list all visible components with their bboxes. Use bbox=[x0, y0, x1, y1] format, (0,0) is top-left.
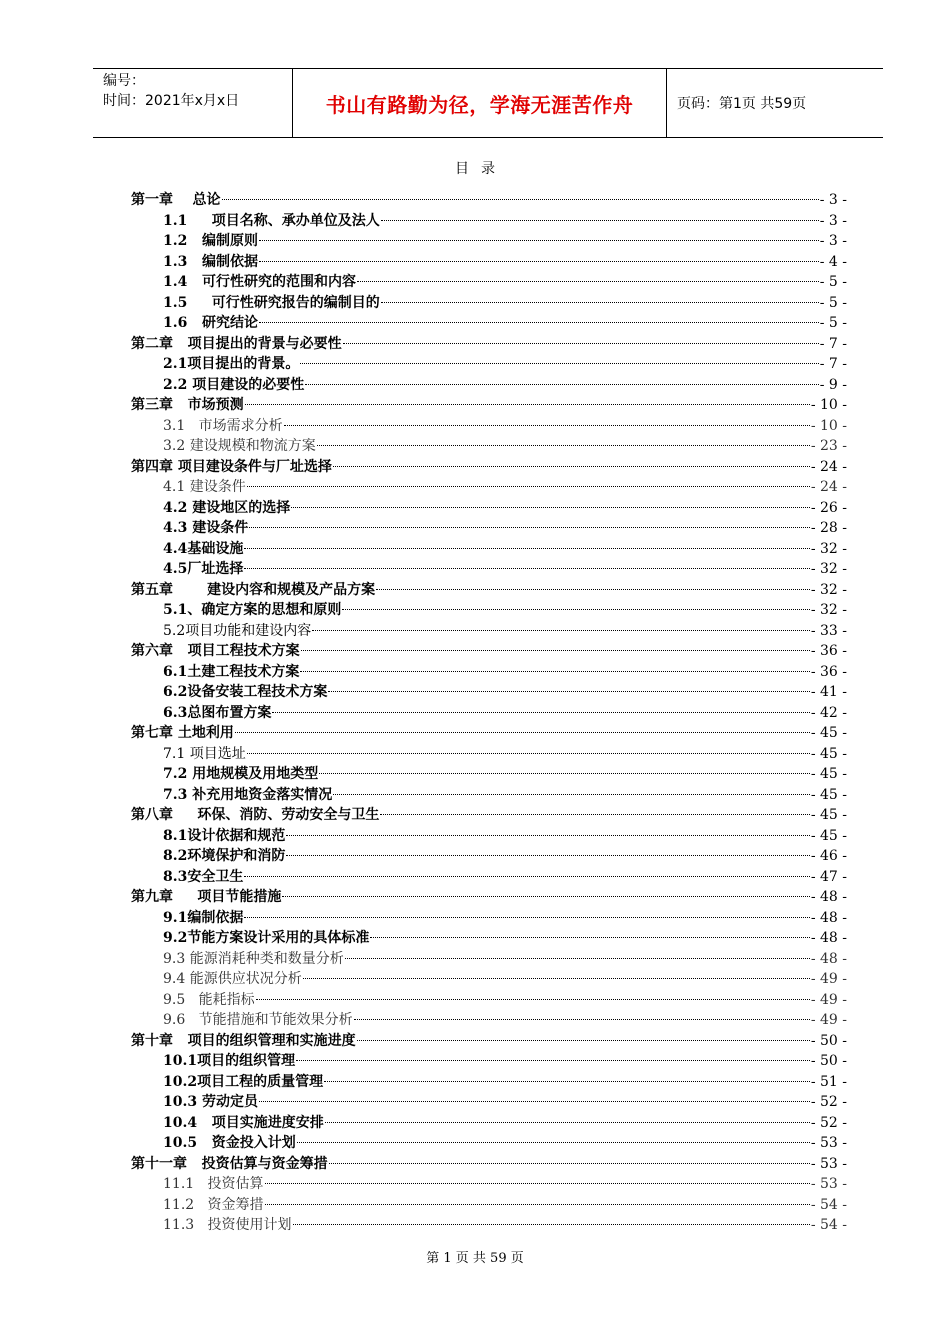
toc-section-entry[interactable] bbox=[131, 211, 847, 232]
toc-section-entry[interactable] bbox=[131, 477, 847, 498]
toc-leader-dots bbox=[272, 711, 809, 713]
toc-chapter-entry[interactable] bbox=[131, 190, 847, 211]
toc-entry-page: - 45 - bbox=[810, 745, 847, 762]
toc-section-entry[interactable] bbox=[131, 518, 847, 539]
toc-leader-dots bbox=[247, 752, 810, 754]
toc-section-entry[interactable] bbox=[131, 682, 847, 703]
toc-leader-dots bbox=[247, 485, 810, 487]
toc-chapter-entry[interactable] bbox=[131, 1154, 847, 1175]
toc-section-entry[interactable] bbox=[131, 416, 847, 437]
toc-entry-label: 4.5厂址选择 bbox=[163, 561, 244, 577]
toc-chapter-entry[interactable] bbox=[131, 395, 847, 416]
toc-chapter-entry[interactable] bbox=[131, 805, 847, 826]
toc-leader-dots bbox=[380, 813, 809, 815]
toc-leader-dots bbox=[370, 936, 809, 938]
toc-section-entry[interactable] bbox=[131, 539, 847, 560]
toc-entry-page: - 3 - bbox=[819, 212, 847, 229]
toc-entry-page: - 24 - bbox=[810, 458, 847, 475]
toc-entry-label: 7.3 补充用地资金落实情况 bbox=[163, 786, 333, 803]
toc-leader-dots bbox=[381, 301, 819, 303]
toc-leader-dots bbox=[222, 198, 819, 200]
toc-leader-dots bbox=[282, 895, 809, 897]
toc-section-entry[interactable] bbox=[131, 1113, 847, 1134]
toc-entry-page: - 9 - bbox=[819, 376, 847, 393]
toc-entry-label: 第四章 项目建设条件与厂址选择 bbox=[131, 458, 332, 475]
toc-entry-page: - 49 - bbox=[810, 1012, 847, 1028]
toc-leader-dots bbox=[357, 1039, 810, 1041]
toc-entry-label: 4.2 建设地区的选择 bbox=[163, 499, 291, 516]
toc-entry-page: - 49 - bbox=[810, 971, 847, 987]
toc-leader-dots bbox=[301, 649, 810, 651]
toc-entry-label: 4.1 建设条件 bbox=[163, 479, 246, 495]
toc-leader-dots bbox=[244, 916, 809, 918]
toc-entry-label: 3.2 建设规模和物流方案 bbox=[163, 438, 316, 454]
toc-section-entry[interactable] bbox=[131, 785, 847, 806]
header-motto: 书山有路勤为径，学海无涯苦作舟 bbox=[293, 69, 667, 137]
toc-leader-dots bbox=[305, 383, 818, 385]
toc-leader-dots bbox=[333, 793, 810, 795]
toc-section-entry[interactable] bbox=[131, 703, 847, 724]
toc-entry-label: 1.5 可行性研究报告的编制目的 bbox=[163, 294, 380, 311]
toc-section-entry[interactable] bbox=[131, 1195, 847, 1216]
toc-leader-dots bbox=[297, 1141, 810, 1143]
toc-entry-page: - 50 - bbox=[810, 1053, 847, 1069]
toc-section-entry[interactable] bbox=[131, 662, 847, 683]
toc-leader-dots bbox=[296, 1059, 810, 1061]
toc-entry-label: 11.1 投资估算 bbox=[163, 1176, 264, 1192]
toc-leader-dots bbox=[328, 690, 809, 692]
toc-section-entry[interactable] bbox=[131, 375, 847, 396]
toc-section-entry[interactable] bbox=[131, 354, 847, 375]
toc-entry-label: 1.1 项目名称、承办单位及法人 bbox=[163, 212, 380, 229]
toc-section-entry[interactable] bbox=[131, 764, 847, 785]
toc-entry-page: - 49 - bbox=[810, 991, 847, 1008]
toc-chapter-entry[interactable] bbox=[131, 580, 847, 601]
toc-leader-dots bbox=[329, 1162, 810, 1164]
toc-section-entry[interactable] bbox=[131, 252, 847, 273]
toc-section-entry[interactable] bbox=[131, 1174, 847, 1195]
toc-leader-dots bbox=[300, 670, 809, 672]
toc-entry-page: - 53 - bbox=[810, 1176, 847, 1192]
toc-entry-page: - 32 - bbox=[810, 602, 847, 618]
toc-entry-page: - 48 - bbox=[810, 950, 847, 967]
header-meta bbox=[93, 69, 293, 137]
toc-entry-label: 第六章 项目工程技术方案 bbox=[131, 643, 300, 659]
toc-leader-dots bbox=[342, 608, 809, 610]
toc-entry-page: - 51 - bbox=[810, 1073, 847, 1090]
toc-entry-page: - 28 - bbox=[810, 520, 847, 536]
page-footer: 第 1 页 共 59 页 bbox=[426, 1251, 524, 1266]
toc-section-entry[interactable] bbox=[131, 231, 847, 252]
toc-entry-label: 8.2环境保护和消防 bbox=[163, 848, 286, 864]
toc-section-entry[interactable] bbox=[131, 1092, 847, 1113]
toc-leader-dots bbox=[343, 342, 819, 344]
toc-entry-page: - 5 - bbox=[819, 294, 847, 311]
toc-entry-label: 8.1设计依据和规范 bbox=[163, 827, 286, 844]
toc-entry-label: 9.5 能耗指标 bbox=[163, 991, 255, 1008]
toc-leader-dots bbox=[291, 506, 810, 508]
toc-section-entry[interactable] bbox=[131, 1072, 847, 1093]
toc-entry-page: - 32 - bbox=[810, 581, 847, 598]
toc-leader-dots bbox=[284, 424, 810, 426]
toc-entry-label: 10.4 项目实施进度安排 bbox=[163, 1114, 324, 1131]
toc-leader-dots bbox=[235, 731, 810, 733]
toc-entry-page: - 41 - bbox=[810, 684, 847, 700]
toc-entry-label: 2.1项目提出的背景。 bbox=[163, 356, 300, 372]
document-date: 时间：2021年x月x日 bbox=[103, 93, 240, 109]
toc-entry-label: 9.3 能源消耗种类和数量分析 bbox=[163, 950, 344, 967]
toc-entry-page: - 54 - bbox=[810, 1217, 847, 1233]
toc-entry-page: - 32 - bbox=[810, 561, 847, 577]
toc-leader-dots bbox=[265, 1203, 810, 1205]
toc-entry-label: 6.1土建工程技术方案 bbox=[163, 663, 300, 680]
header-page-code: 页码：第1页 共59页 bbox=[677, 96, 807, 112]
toc-section-entry[interactable] bbox=[131, 1051, 847, 1072]
toc-entry-page: - 26 - bbox=[810, 499, 847, 516]
toc-entry-page: - 45 - bbox=[810, 786, 847, 803]
toc-entry-page: - 10 - bbox=[810, 397, 847, 413]
toc-leader-dots bbox=[357, 280, 819, 282]
toc-entry-label: 1.2 编制原则 bbox=[163, 233, 258, 249]
toc-leader-dots bbox=[244, 567, 809, 569]
toc-entry-page: - 33 - bbox=[810, 622, 847, 639]
toc-entry-page: - 42 - bbox=[810, 704, 847, 721]
toc-entry-label: 5.1、确定方案的思想和原则 bbox=[163, 602, 342, 618]
toc-entry-label: 第三章 市场预测 bbox=[131, 397, 244, 413]
toc-section-entry[interactable] bbox=[131, 744, 847, 765]
toc-entry-page: - 24 - bbox=[810, 479, 847, 495]
toc-chapter-entry[interactable] bbox=[131, 334, 847, 355]
toc-leader-dots bbox=[259, 321, 819, 323]
toc-entry-page: - 45 - bbox=[810, 807, 847, 823]
toc-chapter-entry[interactable] bbox=[131, 887, 847, 908]
toc-section-entry[interactable] bbox=[131, 313, 847, 334]
toc-entry-label: 2.2 项目建设的必要性 bbox=[163, 376, 305, 393]
toc-chapter-entry[interactable] bbox=[131, 1031, 847, 1052]
toc-entry-label: 第五章 建设内容和规模及产品方案 bbox=[131, 581, 376, 598]
toc-entry-label: 5.2项目功能和建设内容 bbox=[163, 622, 312, 639]
toc-entry-label: 9.2节能方案设计采用的具体标准 bbox=[163, 930, 370, 946]
toc-entry-label: 10.1项目的组织管理 bbox=[163, 1053, 296, 1069]
toc-section-entry[interactable] bbox=[131, 1133, 847, 1154]
document-number-label: 编号： bbox=[103, 73, 145, 89]
toc-entry-page: - 52 - bbox=[810, 1094, 847, 1110]
toc-entry-page: - 45 - bbox=[810, 766, 847, 782]
toc-entry-label: 1.3 编制依据 bbox=[163, 253, 258, 270]
toc-entry-label: 9.1编制依据 bbox=[163, 909, 244, 926]
toc-entry-label: 10.2项目工程的质量管理 bbox=[163, 1073, 324, 1090]
toc-section-entry[interactable] bbox=[131, 600, 847, 621]
toc-entry-page: - 45 - bbox=[810, 725, 847, 741]
toc-section-entry[interactable] bbox=[131, 949, 847, 970]
toc-entry-label: 第七章 土地利用 bbox=[131, 725, 234, 741]
toc-leader-dots bbox=[303, 977, 810, 979]
toc-entry-label: 1.4 可行性研究的范围和内容 bbox=[163, 274, 356, 290]
toc-entry-label: 第九章 项目节能措施 bbox=[131, 889, 282, 905]
toc-entry-page: - 48 - bbox=[810, 889, 847, 905]
toc-entry-label: 10.5 资金投入计划 bbox=[163, 1135, 296, 1151]
toc-leader-dots bbox=[325, 1121, 810, 1123]
toc-entry-page: - 5 - bbox=[819, 315, 847, 331]
toc-entry-label: 7.2 用地规模及用地类型 bbox=[163, 766, 319, 782]
toc-entry-page: - 48 - bbox=[810, 930, 847, 946]
toc-entry-page: - 5 - bbox=[819, 274, 847, 290]
toc-leader-dots bbox=[249, 526, 810, 528]
toc-entry-page: - 3 - bbox=[819, 192, 847, 208]
toc-entry-label: 11.2 资金筹措 bbox=[163, 1196, 264, 1213]
toc-leader-dots bbox=[317, 444, 810, 446]
toc-entry-label: 4.4基础设施 bbox=[163, 540, 244, 557]
toc-leader-dots bbox=[345, 957, 810, 959]
toc-section-entry[interactable] bbox=[131, 272, 847, 293]
toc-leader-dots bbox=[244, 875, 809, 877]
toc-section-entry[interactable] bbox=[131, 1215, 847, 1236]
toc-chapter-entry[interactable] bbox=[131, 723, 847, 744]
toc-entry-label: 第八章 环保、消防、劳动安全与卫生 bbox=[131, 807, 380, 823]
toc-section-entry[interactable] bbox=[131, 559, 847, 580]
toc-entry-page: - 32 - bbox=[810, 540, 847, 557]
toc-leader-dots bbox=[256, 998, 810, 1000]
toc-entry-label: 4.3 建设条件 bbox=[163, 520, 249, 536]
page-header bbox=[93, 68, 883, 138]
toc-leader-dots bbox=[244, 547, 809, 549]
toc-leader-dots bbox=[312, 629, 810, 631]
toc-section-entry[interactable] bbox=[131, 990, 847, 1011]
toc-leader-dots bbox=[293, 1223, 810, 1225]
toc-chapter-entry[interactable] bbox=[131, 457, 847, 478]
toc-leader-dots bbox=[259, 260, 819, 262]
toc-entry-page: - 50 - bbox=[810, 1032, 847, 1049]
toc-entry-page: - 3 - bbox=[819, 233, 847, 249]
toc-entry-label: 第十一章 投资估算与资金筹措 bbox=[131, 1155, 328, 1172]
toc-leader-dots bbox=[286, 834, 809, 836]
toc-leader-dots bbox=[376, 588, 810, 590]
toc-entry-label: 3.1 市场需求分析 bbox=[163, 417, 283, 434]
toc-leader-dots bbox=[300, 362, 818, 364]
toc-entry-page: - 54 - bbox=[810, 1196, 847, 1213]
toc-leader-dots bbox=[381, 219, 819, 221]
toc-entry-page: - 52 - bbox=[810, 1114, 847, 1131]
toc-entry-page: - 36 - bbox=[810, 663, 847, 680]
toc-entry-page: - 53 - bbox=[810, 1155, 847, 1172]
toc-section-entry[interactable] bbox=[131, 846, 847, 867]
toc-section-entry[interactable] bbox=[131, 293, 847, 314]
toc-leader-dots bbox=[319, 772, 810, 774]
toc-entry-page: - 10 - bbox=[810, 417, 847, 434]
toc-section-entry[interactable] bbox=[131, 969, 847, 990]
toc-section-entry[interactable] bbox=[131, 908, 847, 929]
toc-entry-label: 8.3安全卫生 bbox=[163, 868, 244, 885]
toc-leader-dots bbox=[265, 1182, 810, 1184]
toc-entry-label: 10.3 劳动定员 bbox=[163, 1094, 258, 1110]
toc-section-entry[interactable] bbox=[131, 1010, 847, 1031]
toc-section-entry[interactable] bbox=[131, 867, 847, 888]
toc-entry-label: 第一章 总论 bbox=[131, 192, 221, 208]
toc-entry-page: - 53 - bbox=[810, 1135, 847, 1151]
toc-section-entry[interactable] bbox=[131, 928, 847, 949]
toc-leader-dots bbox=[286, 854, 809, 856]
toc-entry-label: 11.3 投资使用计划 bbox=[163, 1217, 292, 1233]
toc-entry-page: - 4 - bbox=[819, 253, 847, 270]
toc-section-entry[interactable] bbox=[131, 621, 847, 642]
toc-entry-label: 1.6 研究结论 bbox=[163, 315, 258, 331]
toc-leader-dots bbox=[324, 1080, 810, 1082]
toc-section-entry[interactable] bbox=[131, 436, 847, 457]
toc-entry-label: 6.3总图布置方案 bbox=[163, 704, 272, 721]
toc-entry-page: - 45 - bbox=[810, 827, 847, 844]
toc-section-entry[interactable] bbox=[131, 498, 847, 519]
toc-entry-page: - 7 - bbox=[819, 335, 847, 352]
toc-entry-label: 7.1 项目选址 bbox=[163, 745, 246, 762]
toc-entry-page: - 36 - bbox=[810, 643, 847, 659]
toc-title: 目录 bbox=[455, 161, 507, 177]
toc-leader-dots bbox=[245, 403, 810, 405]
toc-entry-label: 9.6 节能措施和节能效果分析 bbox=[163, 1012, 353, 1028]
toc-section-entry[interactable] bbox=[131, 826, 847, 847]
table-of-contents bbox=[131, 190, 847, 1236]
toc-entry-label: 第二章 项目提出的背景与必要性 bbox=[131, 335, 342, 352]
toc-leader-dots bbox=[333, 465, 810, 467]
toc-leader-dots bbox=[354, 1018, 810, 1020]
toc-entry-page: - 48 - bbox=[810, 909, 847, 926]
toc-chapter-entry[interactable] bbox=[131, 641, 847, 662]
toc-entry-page: - 46 - bbox=[810, 848, 847, 864]
toc-entry-label: 9.4 能源供应状况分析 bbox=[163, 971, 302, 987]
toc-entry-page: - 47 - bbox=[810, 868, 847, 885]
toc-leader-dots bbox=[259, 1100, 810, 1102]
toc-entry-page: - 7 - bbox=[819, 356, 847, 372]
toc-entry-label: 第十章 项目的组织管理和实施进度 bbox=[131, 1032, 356, 1049]
toc-entry-label: 6.2设备安装工程技术方案 bbox=[163, 684, 328, 700]
toc-leader-dots bbox=[259, 239, 819, 241]
toc-entry-page: - 23 - bbox=[810, 438, 847, 454]
